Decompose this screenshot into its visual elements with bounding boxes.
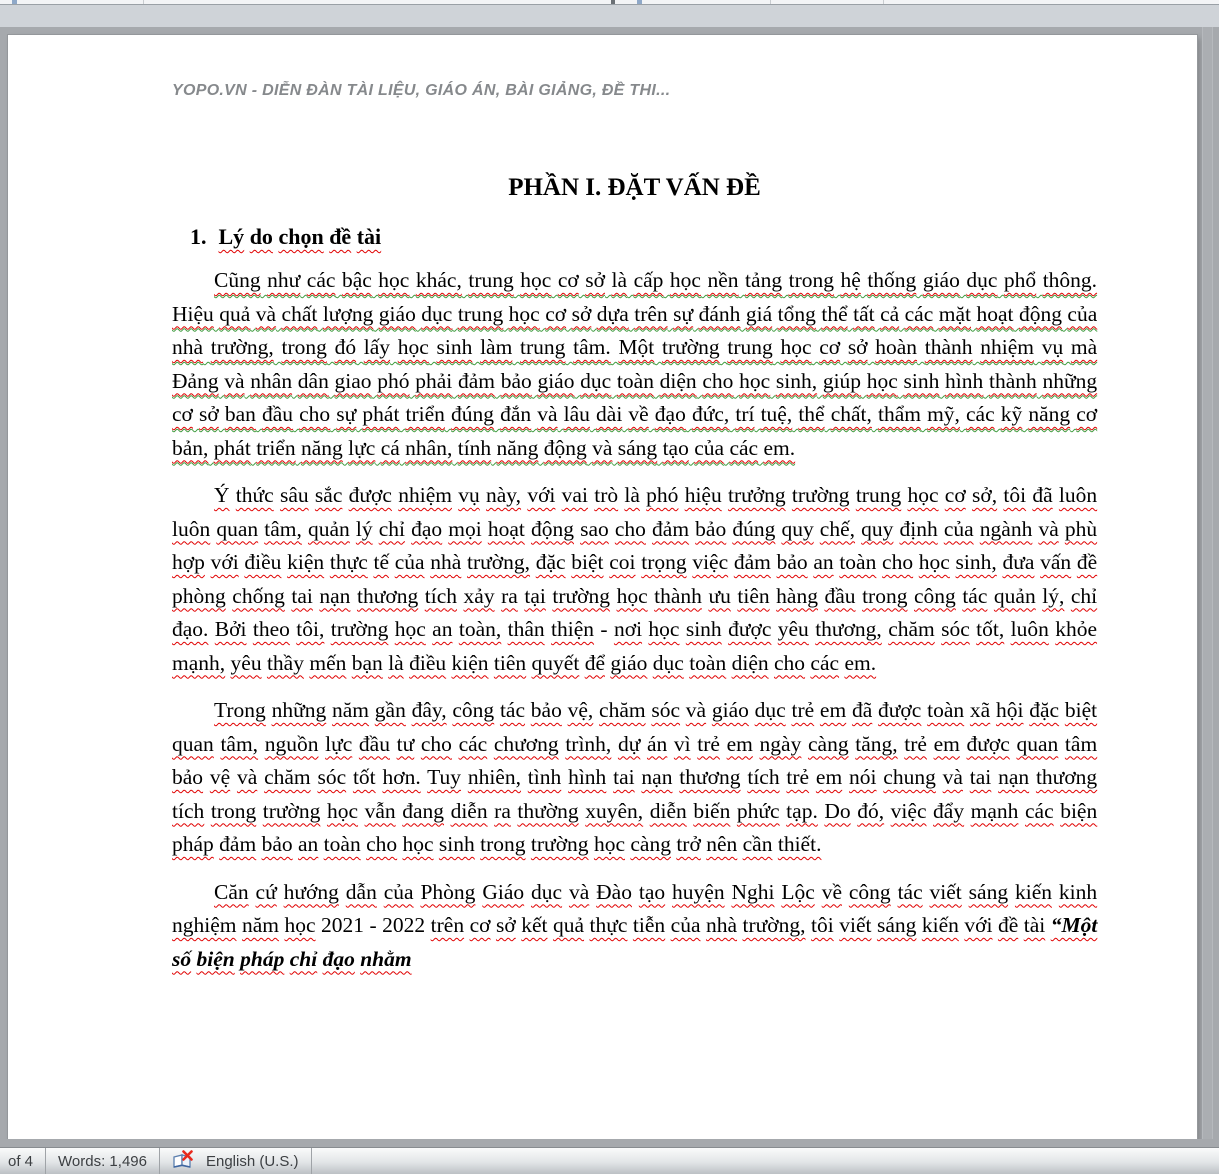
document-title[interactable]: PHẦN I. ĐẶT VẤN ĐỀ bbox=[508, 174, 761, 201]
ribbon-accent-tick bbox=[637, 0, 642, 4]
document-body[interactable] bbox=[172, 264, 1097, 976]
section-heading[interactable] bbox=[190, 224, 1097, 250]
paragraph[interactable] bbox=[172, 876, 1097, 977]
paragraph-text: Ý thức sâu sắc được nhiệm vụ này, với vai trò là phó hiệu trưởng trường trung học cơ sở, tôi đã luôn luôn quan tâm, quản lý chỉ đạo mọi hoạt động sao cho đảm bảo đúng quy chế, quy định của ngành và phù hợp với điều kiện thực tế của nhà trường, đặc biệt coi trọng việc đảm bảo an toàn cho học sinh, đưa vấn đề phòng chống tai nạn thương tích xảy ra tại trường học thành ưu tiên hàng đầu trong công tác quản lý, chỉ đạo. Bởi theo tôi, trường học an toàn, thân thiện - nơi học sinh được yêu thương, chăm sóc tốt, luôn khỏe mạnh, yêu thầy mến bạn là điều kiện tiên quyết để giáo dục toàn diện cho các em. bbox=[172, 483, 1098, 675]
status-bar bbox=[0, 1147, 1219, 1174]
ribbon-group-separator bbox=[883, 0, 884, 4]
document-canvas[interactable] bbox=[0, 27, 1219, 1147]
paragraph-emphasis-text: “Một số biện pháp chỉ đạo nhằm bbox=[172, 913, 1098, 971]
paragraph[interactable] bbox=[172, 694, 1097, 862]
document-page[interactable] bbox=[8, 35, 1197, 1147]
vertical-scrollbar[interactable] bbox=[1202, 27, 1213, 1147]
section-number: 1. bbox=[190, 224, 207, 249]
ribbon-bottom-edge bbox=[0, 0, 1219, 5]
paragraph-text: Trong những năm gần đây, công tác bảo vệ, chăm sóc và giáo dục trẻ em đã được toàn xã hội đặc biệt quan tâm, nguồn lực đầu tư cho các chương trình, dự án vì trẻ em ngày càng tăng, trẻ em được quan tâm bảo vệ và chăm sóc tốt hơn. Tuy nhiên, tình hình tai nạn thương tích trẻ em nói chung và tai nạn thương tích trong trường học vẫn đang diễn ra thường xuyên, diễn biến phức tạp. Do đó, việc đẩy mạnh các biện pháp đảm bảo an toàn cho học sinh trong trường học càng trở nên cần thiết. bbox=[172, 698, 1098, 856]
paragraph-text: Căn cứ hướng dẫn của Phòng Giáo dục và Đào tạo huyện Nghi Lộc về công tác viết sáng kiến kinh nghiệm năm học 2021 - 2022 trên cơ sở kết quả thực tiễn của nhà trường, tôi viết sáng kiến với đề tài bbox=[172, 879, 1098, 937]
proofing-book-icon bbox=[172, 1150, 194, 1173]
status-separator bbox=[311, 1148, 312, 1174]
ribbon-icon-edge bbox=[611, 0, 615, 4]
ribbon-group-separator bbox=[770, 0, 771, 4]
ribbon-accent-tick bbox=[12, 0, 17, 4]
section-label: Lý do chọn đề tài bbox=[218, 224, 382, 249]
toolbar-band bbox=[0, 5, 1219, 27]
page-indicator[interactable]: of 4 bbox=[8, 1152, 34, 1170]
ribbon-group-separator bbox=[143, 0, 144, 4]
paragraph[interactable] bbox=[172, 264, 1097, 465]
proofing-errors-button[interactable] bbox=[160, 1148, 202, 1174]
paragraph-text: Cũng như các bậc học khác, trung học cơ sở là cấp học nền tảng trong hệ thống giáo dục phổ thông. Hiệu quả và chất lượng giáo dục trung học cơ sở dựa trên sự đánh giá tổng thể tất cả các mặt hoạt động của nhà trường, trong đó lấy học sinh làm trung tâm. Một trường trung học cơ sở hoàn thành nhiệm vụ mà Đảng và nhân dân giao phó phải đảm bảo giáo dục toàn diện cho học sinh, giúp học sinh hình thành những cơ sở ban đầu cho sự phát triển đúng đắn và lâu dài về đạo đức, trí tuệ, thể chất, thẩm mỹ, các kỹ năng cơ bản, phát triển năng lực cá nhân, tính năng động và sáng tạo của các em. bbox=[172, 268, 1098, 460]
word-count[interactable]: Words: 1,496 bbox=[58, 1152, 147, 1170]
language-indicator[interactable]: English (U.S.) bbox=[205, 1152, 299, 1170]
paragraph[interactable] bbox=[172, 479, 1097, 680]
page-header-watermark[interactable]: YOPO.VN - DIỄN ĐÀN TÀI LIỆU, GIÁO ÁN, BÀI GIẢNG, ĐỀ THI... bbox=[172, 82, 671, 99]
